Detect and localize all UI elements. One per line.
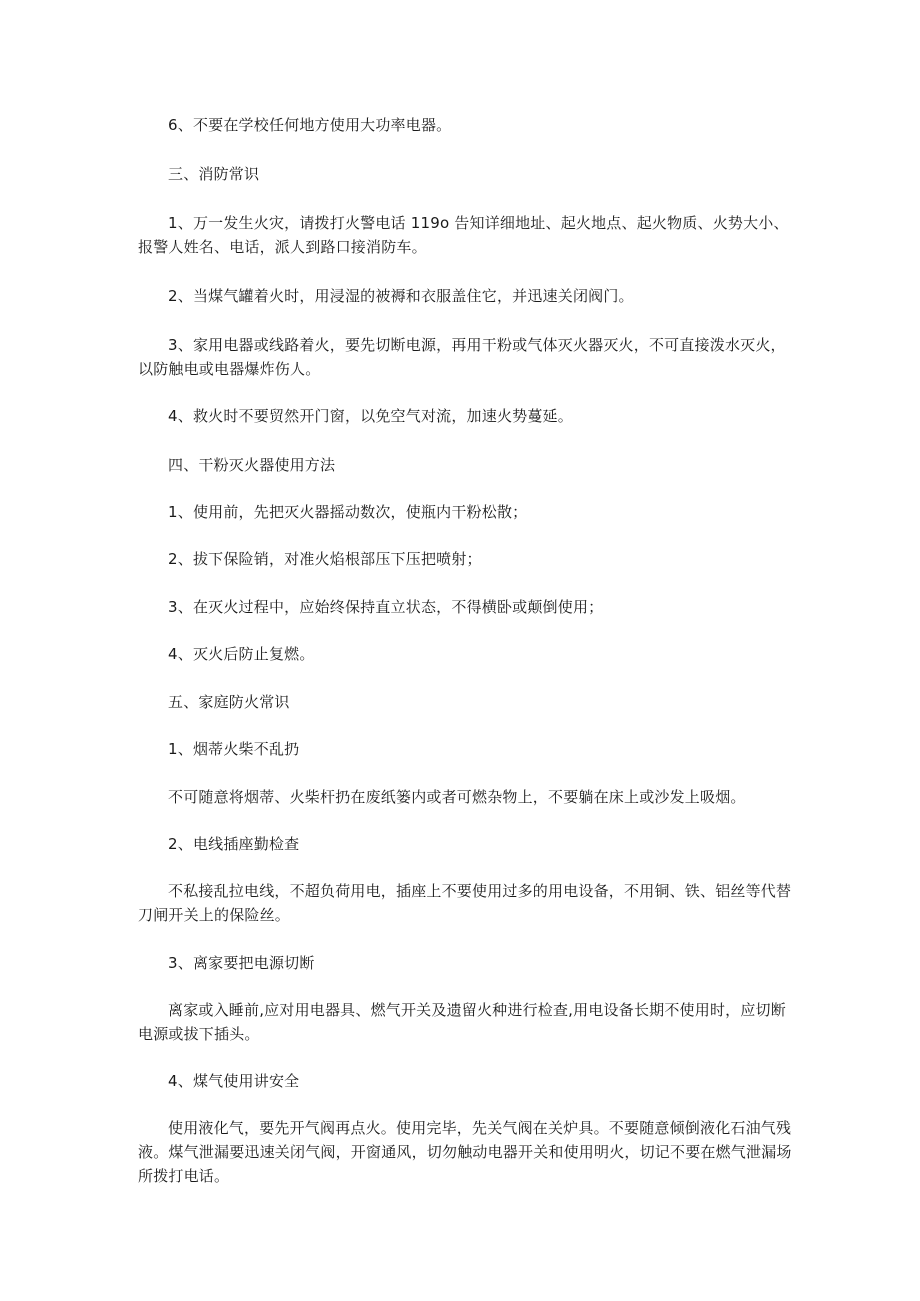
heading-home-fire-prevention: 五、家庭防火常识 bbox=[168, 693, 290, 711]
text-cigarettes: 不可随意将烟蒂、火柴杆扔在废纸篓内或者可燃杂物上，不要躺在床上或沙发上吸烟。 bbox=[168, 788, 746, 806]
text-cut-power: 离家或入睡前,应对用电器具、燃气开关及遗留火种进行检查,用电设备长期不使用时，应切断电源或拔下插头。 bbox=[138, 1001, 786, 1043]
text-wires-sockets: 不私接乱拉电线，不超负荷用电，插座上不要使用过多的用电设备，不用铜、铁、铝丝等代替刀闸开关上的保险丝。 bbox=[138, 882, 792, 924]
subheading-wires-sockets: 2、电线插座勤检查 bbox=[168, 835, 300, 853]
item-pull-safety-pin: 2、拔下保险销，对准火焰根部压下压把喷射； bbox=[168, 550, 482, 568]
subheading-cigarettes: 1、烟蒂火柴不乱扔 bbox=[168, 740, 300, 758]
item-no-high-power-appliances: 6、不要在学校任何地方使用大功率电器。 bbox=[168, 116, 452, 134]
subheading-cut-power: 3、离家要把电源切断 bbox=[168, 954, 315, 972]
heading-fire-knowledge: 三、消防常识 bbox=[168, 165, 260, 183]
item-call-119: 1、万一发生火灾，请拨打火警电话 119o 告知详细地址、起火地点、起火物质、火势大小、报警人姓名、电话，派人到路口接消防车。 bbox=[138, 214, 789, 256]
heading-extinguisher-usage: 四、干粉灭火器使用方法 bbox=[168, 456, 336, 474]
item-prevent-reignition: 4、灭火后防止复燃。 bbox=[168, 645, 315, 663]
item-shake-extinguisher: 1、使用前，先把灭火器摇动数次，使瓶内干粉松散； bbox=[168, 503, 528, 521]
item-electrical-fire: 3、家用电器或线路着火，要先切断电源，再用干粉或气体灭火器灭火，不可直接泼水灭火，以防触电或电器爆炸伤人。 bbox=[138, 336, 786, 378]
item-gas-tank-fire: 2、当煤气罐着火时，用浸湿的被褥和衣服盖住它，并迅速关闭阀门。 bbox=[168, 287, 634, 305]
item-keep-upright: 3、在灭火过程中，应始终保持直立状态，不得横卧或颠倒使用； bbox=[168, 598, 604, 616]
item-do-not-open-windows: 4、救火时不要贸然开门窗，以免空气对流，加速火势蔓延。 bbox=[168, 407, 573, 425]
text-gas-safety: 使用液化气，要先开气阀再点火。使用完毕，先关气阀在关炉具。不要随意倾倒液化石油气残液。煤气泄漏要迅速关闭气阀，开窗通风，切勿触动电器开关和使用明火，切记不要在燃气泄漏场所拨打电话。 bbox=[138, 1119, 792, 1185]
subheading-gas-safety: 4、煤气使用讲安全 bbox=[168, 1072, 300, 1090]
